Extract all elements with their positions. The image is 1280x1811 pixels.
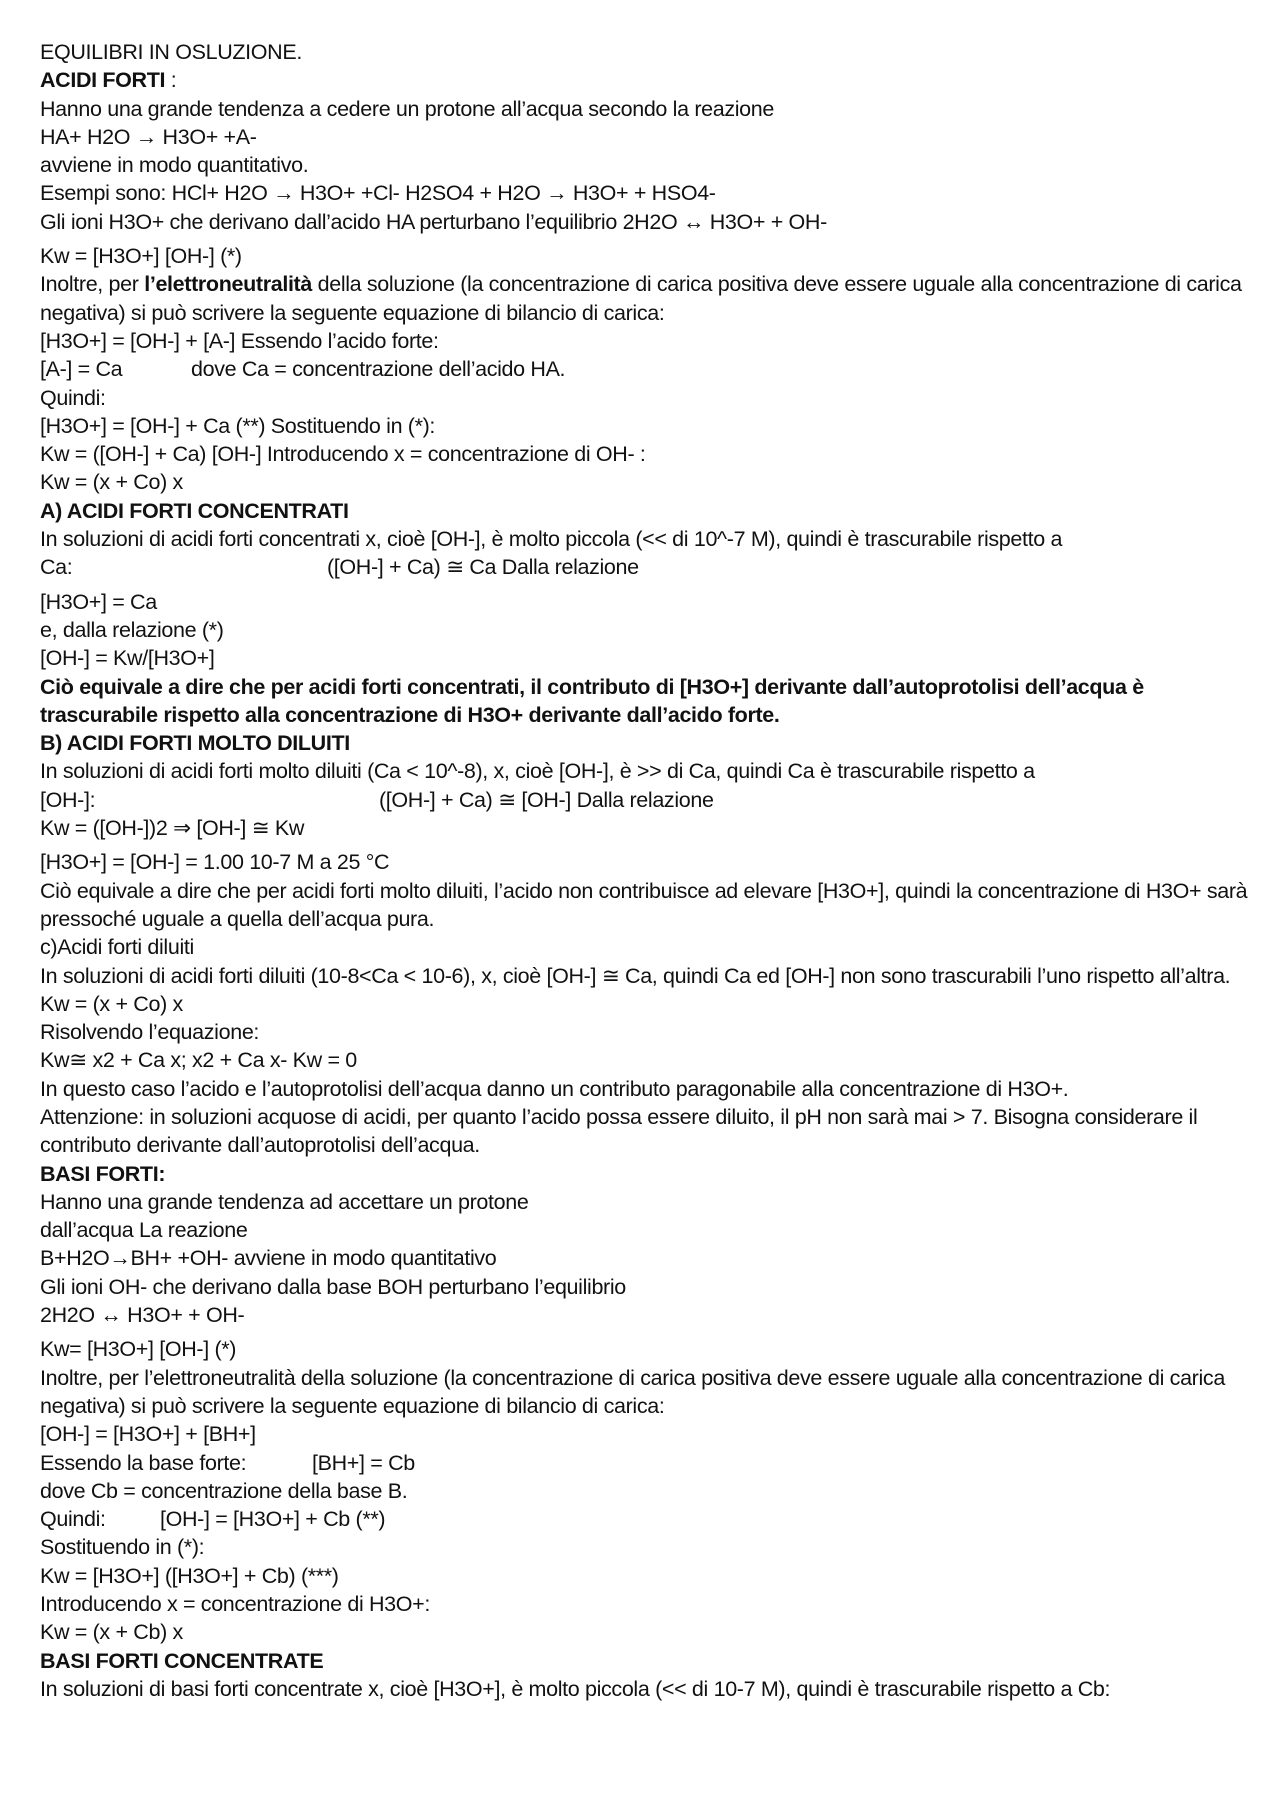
equation-line: Kw = ([OH-])2 ⇒ [OH-] ≅ Kw — [40, 816, 305, 841]
equation-fragment: dove Ca = concentrazione dell’acido HA. — [191, 357, 566, 382]
paragraph: Inoltre, per l’elettroneutralità della soluzione (la concentrazione di carica positiva deve essere uguale alla concentrazione di carica negativa) si può scrivere la seguente equazione di bilancio di carica: — [40, 1365, 1225, 1418]
equation-line: Kw = (x + Co) x — [40, 991, 183, 1016]
examples-line: Esempi sono: HCl+ H2O → H3O+ +Cl- H2SO4 + H2O → H3O+ + HSO4- — [40, 181, 716, 206]
warning-paragraph: Attenzione: in soluzioni acquose di acidi, per quanto l’acido possa essere diluito, il pH non sarà mai > 7. Bisogna considerare il contributo derivante dall’autoprotolisi dell’acqua. — [40, 1104, 1198, 1158]
equation-line — [40, 1449, 1255, 1477]
equation-fragment: Essendo la base forte: — [40, 1450, 247, 1475]
equation-line: Kw= [H3O+] [OH-] (*) — [40, 1337, 237, 1362]
electroneutrality-paragraph — [40, 270, 1255, 327]
equation-line — [40, 355, 1255, 383]
equation-line: Kw = [H3O+] [OH-] (*) — [40, 244, 242, 269]
paragraph-line: Hanno una grande tendenza ad accettare un protone — [40, 1189, 529, 1214]
equation-fragment: ([OH-] + Ca) ≅ Ca Dalla relazione — [327, 555, 639, 580]
text-fragment: Inoltre, per — [40, 272, 145, 297]
paragraph-line: Risolvendo l’equazione: — [40, 1020, 260, 1045]
text-fragment: della soluzione (la concentrazione di carica positiva deve essere uguale alla concentrazione di carica negativa) si può scrivere la seguente equazione di bilancio di carica: — [40, 272, 1242, 325]
equation-fragment: ([OH-] + Ca) ≅ [OH-] Dalla relazione — [379, 787, 714, 812]
paragraph-line: Hanno una grande tendenza a cedere un protone all’acqua secondo la reazione — [40, 96, 774, 121]
equation-line: [H3O+] = [OH-] + Ca (**) Sostituendo in (*): — [40, 413, 436, 438]
equation-line: 2H2O ↔ H3O+ + OH- — [40, 1303, 245, 1328]
paragraph-line: Gli ioni OH- che derivano dalla base BOH perturbano l’equilibrio — [40, 1274, 626, 1299]
bold-term: l’elettroneutralità — [144, 272, 312, 297]
equation-line: Kw≅ x2 + Ca x; x2 + Ca x- Kw = 0 — [40, 1048, 357, 1073]
bold-conclusion: Ciò equivale a dire che per acidi forti concentrati, il contributo di [H3O+] derivante dall’autoprotolisi dell’acqua è trascurabile rispetto alla concentrazione di H3O+ derivante dall’acido forte. — [40, 674, 1144, 727]
acidi-forti-heading-line — [40, 66, 1255, 94]
document-page — [40, 38, 1255, 1703]
section-heading: BASI FORTI: — [40, 1161, 166, 1186]
paragraph-line: Gli ioni H3O+ che derivano dall’acido HA perturbano l’equilibrio 2H2O ↔ H3O+ + OH- — [40, 209, 827, 234]
paragraph: In questo caso l’acido e l’autoprotolisi dell’acqua danno un contributo paragonabile alla concentrazione di H3O+. — [40, 1076, 1069, 1101]
equation-line: B+H2O→BH+ +OH- avviene in modo quantitativo — [40, 1246, 497, 1271]
paragraph-line: Introducendo x = concentrazione di H3O+: — [40, 1592, 430, 1617]
equation-line: [H3O+] = [OH-] = 1.00 10-7 M a 25 °C — [40, 850, 390, 875]
equation-fragment: Quindi: — [40, 1507, 106, 1532]
acidi-forti-heading: ACIDI FORTI — [40, 68, 166, 93]
paragraph-line: avviene in modo quantitativo. — [40, 153, 309, 178]
equation-line: HA+ H2O → H3O+ +A- — [40, 124, 257, 149]
equation-fragment: [OH-] = [H3O+] + Cb (**) — [160, 1507, 386, 1532]
equation-line: Kw = (x + Co) x — [40, 470, 183, 495]
section-heading: A) ACIDI FORTI CONCENTRATI — [40, 498, 349, 523]
section-heading: BASI FORTI CONCENTRATE — [40, 1648, 324, 1673]
document-title: EQUILIBRI IN OSLUZIONE. — [40, 40, 302, 64]
section-heading: c)Acidi forti diluiti — [40, 935, 194, 960]
equation-line: [OH-] = [H3O+] + [BH+] — [40, 1422, 256, 1447]
equation-line: Kw = ([OH-] + Ca) [OH-] Introducendo x = concentrazione di OH- : — [40, 442, 646, 467]
paragraph-line: Sostituendo in (*): — [40, 1535, 205, 1560]
paragraph-line: e, dalla relazione (*) — [40, 617, 224, 642]
paragraph: In soluzioni di basi forti concentrate x, cioè [H3O+], è molto piccola (<< di 10-7 M), quindi è trascurabile rispetto a Cb: — [40, 1676, 1111, 1701]
equation-line — [40, 786, 1255, 814]
section-heading: B) ACIDI FORTI MOLTO DILUITI — [40, 731, 350, 756]
paragraph-line: Quindi: — [40, 385, 106, 410]
equation-fragment: [BH+] = Cb — [312, 1450, 415, 1475]
paragraph: In soluzioni di acidi forti concentrati x, cioè [OH-], è molto piccola (<< di 10^-7 M), quindi è trascurabile rispetto a — [40, 527, 1063, 552]
acidi-forti-heading-suffix: : — [165, 68, 177, 93]
equation-line — [40, 553, 1255, 581]
equation-line: Kw = [H3O+] ([H3O+] + Cb) (***) — [40, 1563, 339, 1588]
paragraph-line: dove Cb = concentrazione della base B. — [40, 1478, 408, 1503]
equation-fragment: [OH-]: — [40, 787, 96, 812]
paragraph: In soluzioni di acidi forti diluiti (10-8<Ca < 10-6), x, cioè [OH-] ≅ Ca, quindi Ca ed [OH-] non sono trascurabili l’uno rispetto all’altra. — [40, 963, 1231, 988]
equation-fragment: [A-] = Ca — [40, 357, 123, 382]
paragraph: In soluzioni di acidi forti molto diluiti (Ca < 10^-8), x, cioè [OH-], è >> di Ca, quindi Ca è trascurabile rispetto a — [40, 759, 1035, 784]
equation-line: Kw = (x + Cb) x — [40, 1620, 183, 1645]
paragraph: Ciò equivale a dire che per acidi forti molto diluiti, l’acido non contribuisce ad elevare [H3O+], quindi la concentrazione di H3O+ sarà pressoché uguale a quella dell’acqua pura. — [40, 878, 1248, 931]
equation-line — [40, 1505, 1255, 1533]
equation-line: [H3O+] = [OH-] + [A-] Essendo l’acido forte: — [40, 328, 439, 353]
equation-line: [OH-] = Kw/[H3O+] — [40, 646, 215, 671]
paragraph-line: dall’acqua La reazione — [40, 1218, 248, 1243]
equation-fragment: Ca: — [40, 555, 73, 580]
equation-line: [H3O+] = Ca — [40, 589, 157, 614]
